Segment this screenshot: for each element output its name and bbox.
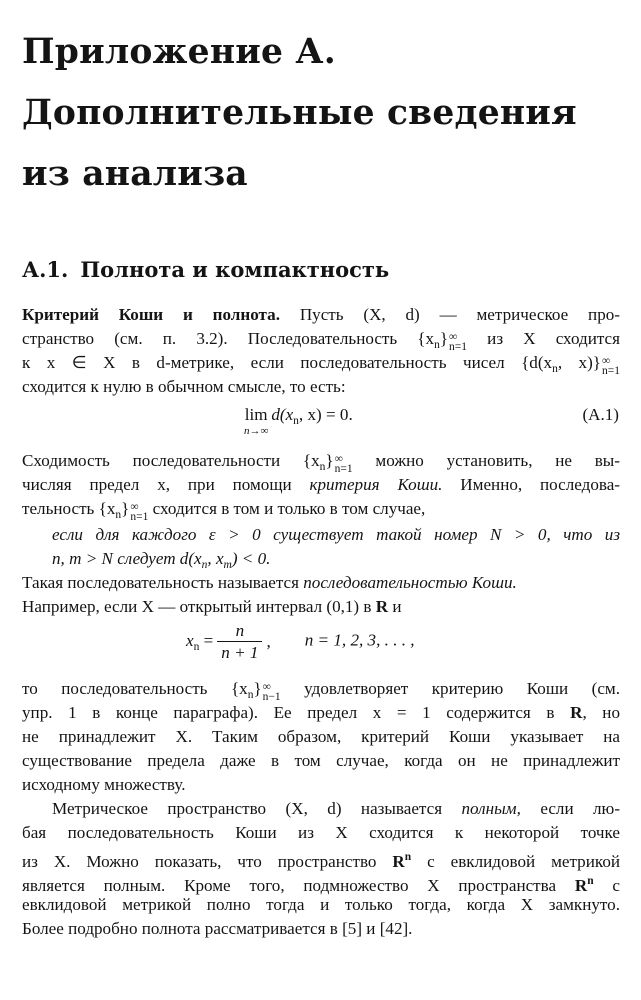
para2-line-3: тельность $\{x_n\}$ ∞ n=1 сходится в том и только в том случае,: [22, 499, 426, 523]
para2-line-1-text: Сходимость последовательности {x: [22, 451, 320, 470]
para5-line-1: [52, 797, 620, 821]
paragraph-heading: Критерий Коши и полнота.: [22, 305, 280, 324]
emphasis: критерия Коши.: [309, 475, 443, 494]
para1-line-2: странство (см. п. 3.2). Последовательность $\{x_n\}$ ∞ n=1 из X сходится: [22, 329, 620, 353]
superscript: n: [404, 851, 412, 863]
subscript: n=1: [130, 511, 149, 523]
emphasis: полным,: [461, 799, 521, 818]
para5-line-3-text: из X. Можно показать, что пространство: [22, 852, 377, 871]
equation-sequence: [186, 620, 415, 670]
para2-line-1: Сходимость последовательности $\{x_n\}$ ∞ n=1 можно установить, не вы-: [22, 451, 620, 475]
para3-line-1: [22, 571, 620, 595]
para5-line-1-end: если лю-: [540, 799, 621, 818]
para5-line-5: евклидовой метрикой полно тогда и только тогда, когда X замкнуто.: [22, 895, 620, 914]
section-title: [22, 256, 389, 284]
emphasis: последовательностью Коши.: [303, 573, 517, 592]
para1-line-1-text: Пусть (X, d) — метрическое про-: [299, 305, 620, 324]
subscript: n: [319, 461, 326, 473]
para3-line-2: [22, 595, 620, 619]
para4-line-5: исходному множеству.: [22, 775, 186, 794]
superscript: ∞: [602, 355, 611, 367]
para1-line-3-mid: , x)}: [557, 353, 601, 372]
para4-line-3: не принадлежит X. Таким образом, критерий Коши указывает на: [22, 727, 620, 746]
subscript: m: [223, 559, 232, 571]
subscript: n: [201, 559, 208, 571]
cauchy-line-2-end: ) < 0.: [231, 549, 271, 568]
chapter-title-line-2: Дополнительные сведения: [22, 93, 577, 133]
limits: [130, 502, 148, 522]
para2-line-2: [22, 473, 620, 497]
para4-line-4: существование предела даже в том случае, когда он не принадлежит: [22, 751, 620, 770]
para2-line-2-text: числяя предел x, при помощи: [22, 475, 292, 494]
para4-line-1-text: то последовательность {x: [22, 679, 248, 698]
superscript: ∞: [334, 453, 343, 465]
comma: ,: [266, 631, 271, 651]
para2-line-2-end: Именно, последова-: [460, 475, 620, 494]
cauchy-criterion-line-1: если для каждого ε > 0 существует такой номер N > 0, что из: [52, 525, 620, 544]
superscript: ∞: [449, 331, 458, 343]
para4-line-2-end: , но: [582, 703, 621, 722]
subscript: n=1: [449, 341, 468, 353]
para4-line-2-text: упр. 1 в конце параграфа). Ее предел x = 1 содержится в: [22, 703, 555, 722]
para1-line-3-text: к x ∈ X в d-метрике, если последовательность чисел {d(x: [22, 353, 553, 372]
subscript: n: [115, 509, 122, 521]
subscript: n: [552, 363, 558, 375]
para1-line-2-end: из X сходится: [487, 329, 620, 348]
para4-line-1-end: удовлетворяет критерию Коши (см.: [304, 679, 621, 698]
para2-line-3-text: тельность {x: [22, 499, 116, 518]
para5-line-4-end: с: [612, 876, 620, 895]
lim-word: lim: [244, 405, 268, 424]
subscript: n=1: [334, 463, 353, 475]
subscript: n: [434, 339, 440, 351]
section-title-text: Полнота и компактность: [80, 257, 390, 282]
para4-line-2: [22, 701, 620, 725]
para1-line-4: сходится к нулю в обычном смысле, то есть:: [22, 377, 346, 396]
para3-line-2-text: Например, если X — открытый интервал (0,1) в: [22, 597, 372, 616]
superscript: ∞: [130, 501, 139, 513]
limit-operator: [244, 405, 268, 437]
reals-symbol: R: [574, 876, 588, 895]
chapter-title: [22, 22, 622, 205]
para5-line-1-text: Метрическое пространство (X, d) называется: [52, 799, 443, 818]
subscript: n−1: [262, 691, 281, 703]
para2-line-3-end: сходится в том и только в том случае,: [152, 499, 426, 518]
para1-line-1: [22, 303, 620, 327]
limits: [449, 332, 467, 352]
superscript: ∞: [262, 681, 271, 693]
para2-line-1-end: можно установить, не вы-: [375, 451, 620, 470]
numerator: n: [235, 621, 245, 640]
equation-body: [271, 405, 353, 427]
lhs-var: x: [186, 630, 194, 650]
para5-line-2: бая последовательность Коши из X сходится к некоторой точке: [22, 823, 620, 842]
equation-body-text: d(x: [271, 405, 294, 424]
limits: [263, 682, 281, 702]
limits: [602, 356, 620, 376]
equation-body-end: , x) = 0.: [298, 405, 353, 424]
chapter-title-line-1: Приложение А.: [22, 32, 336, 72]
para5-line-6: Более подробно полнота рассматривается в [5] и [42].: [22, 919, 413, 938]
para3-line-1-text: Такая последовательность называется: [22, 573, 299, 592]
para1-line-2-text: странство (см. п. 3.2). Последовательность {x: [22, 329, 435, 348]
lim-subscript: n→∞: [244, 425, 269, 437]
cauchy-line-2-text: n, m > N следует d(x: [52, 549, 202, 568]
subscript: n: [247, 689, 254, 701]
equation-lhs: [186, 631, 213, 653]
equation-index-range: n = 1, 2, 3, . . . ,: [304, 630, 415, 650]
superscript: n: [587, 875, 594, 887]
para4-line-1: то последовательность $\{x_n\}$ ∞ n−1 удовлетворяет критерию Коши (см.: [22, 679, 621, 703]
reals-symbol: R: [570, 703, 583, 722]
subscript: n: [193, 640, 200, 653]
equation-a1: [244, 405, 353, 437]
section-number: А.1.: [22, 257, 69, 282]
para3-line-2-end: и: [392, 597, 402, 616]
equals-sign: =: [199, 630, 214, 650]
para5-line-3-end: с евклидовой метрикой: [427, 852, 621, 871]
equation-number: (A.1): [582, 405, 619, 424]
fraction: [217, 620, 262, 663]
cauchy-line-2-mid: , x: [207, 549, 224, 568]
subscript: n=1: [602, 365, 620, 377]
limits: [335, 454, 353, 474]
chapter-title-line-3: из анализа: [22, 154, 248, 194]
denominator: n + 1: [217, 641, 262, 663]
reals-symbol: R: [375, 597, 389, 616]
reals-symbol: R: [392, 852, 405, 871]
subscript: n: [293, 415, 299, 427]
para5-line-4-text: является полным. Кроме того, подмножество X пространства: [22, 876, 557, 895]
